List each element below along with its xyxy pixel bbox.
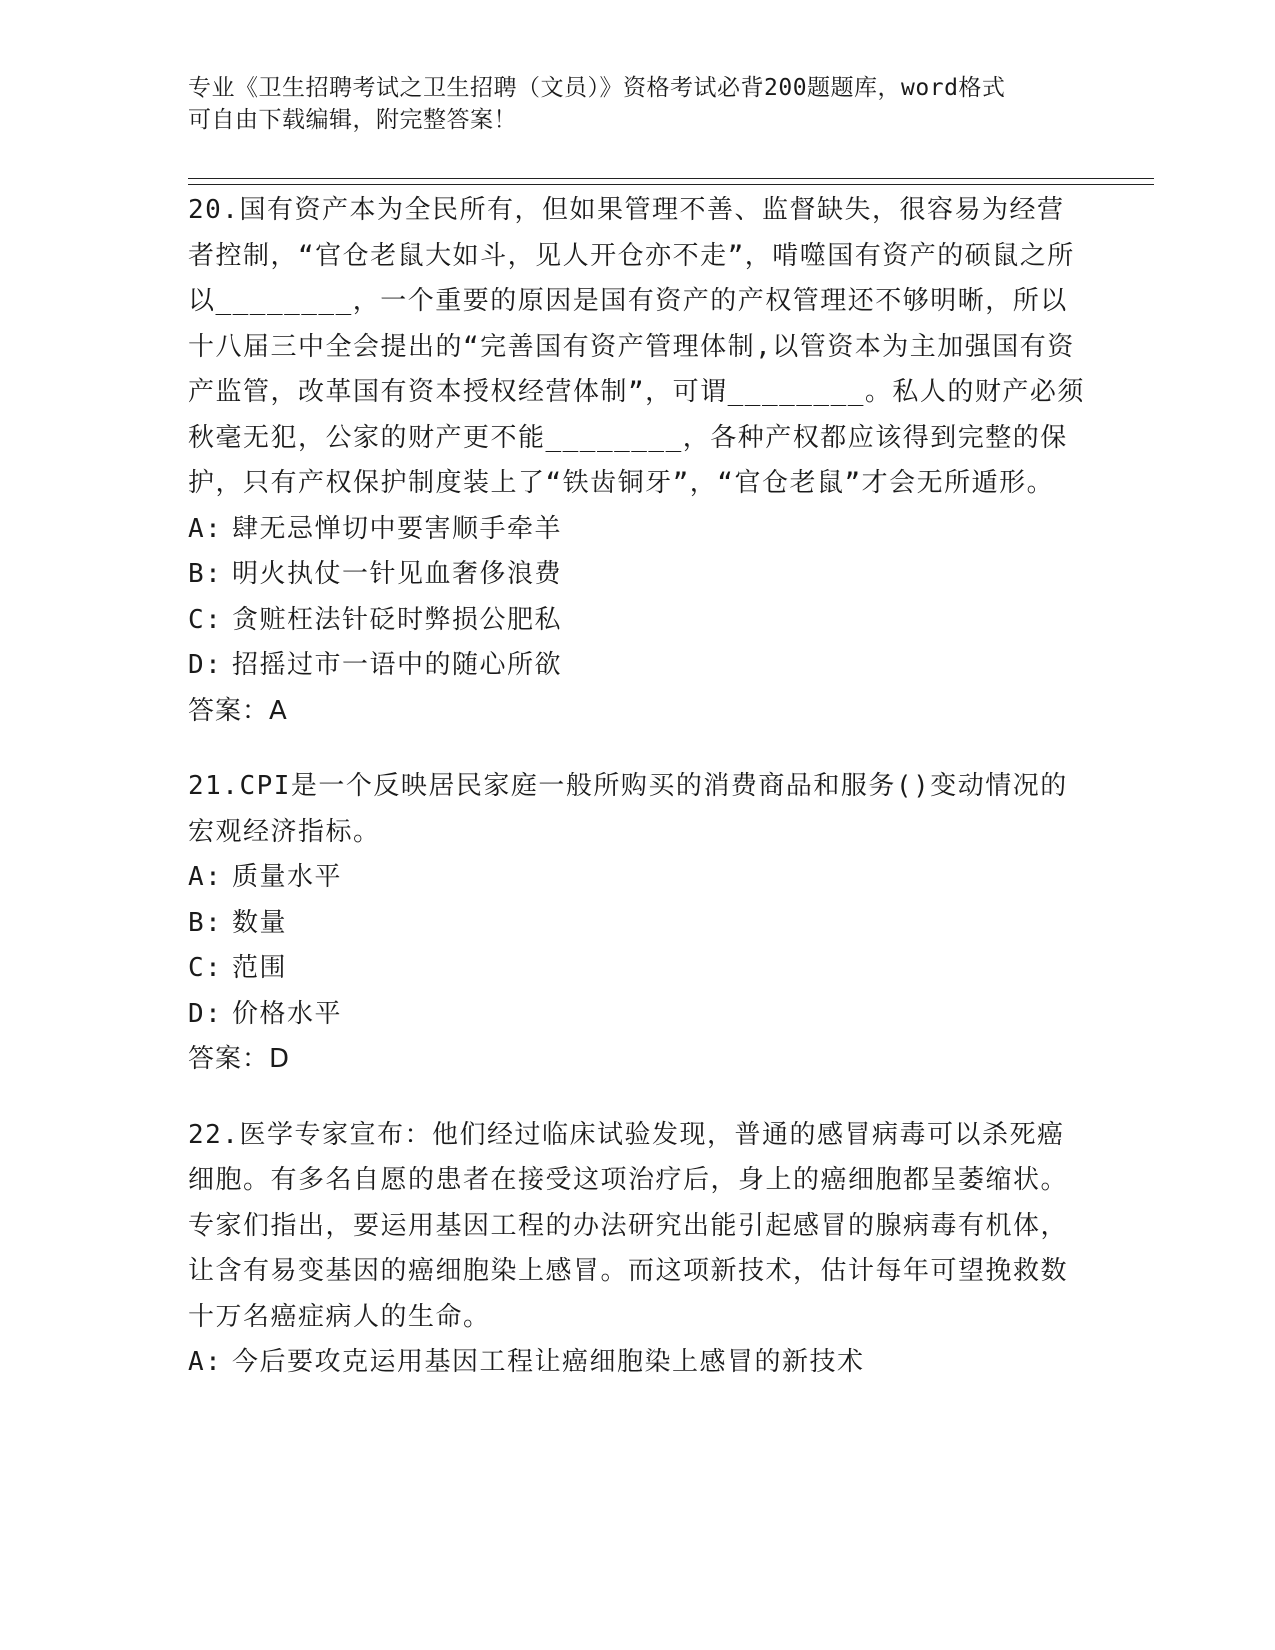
question-text: 21.CPI是一个反映居民家庭一般所购买的消费商品和服务()变动情况的宏观经济指标。 [188, 771, 1068, 847]
answer-text: 答案：A [188, 695, 288, 726]
option-letter: C: [188, 953, 223, 983]
option-letter: B: [188, 559, 223, 589]
option-text: 招摇过市一语中的随心所欲 [232, 650, 563, 680]
header-line-2: 可自由下载编辑，附完整答案！ [188, 107, 517, 133]
page-header [188, 72, 1068, 136]
question-20 [188, 188, 1088, 734]
option-text: 质量水平 [232, 862, 343, 892]
option-letter: A: [188, 513, 223, 544]
option-letter: C: [188, 604, 223, 635]
option-letter: A: [188, 862, 223, 892]
header-divider-bottom [188, 184, 1154, 185]
question-text: 20.国有资产本为全民所有，但如果管理不善、监督缺失，很容易为经营者控制，“官仓老鼠大如斗，见人开仓亦不走”，啃噬国有资产的硕鼠之所以________，一个重要的原因是国有资产的产权管理还不够明晰，所以十八届三中全会提出的“完善国有资产管理体制,以管资本为主加强国有资产监管，改革国有资本授权经营体制”，可谓________。私人的财产必须秋毫无犯，公家的财产更不能________，各种产权都应该得到完整的保护，只有产权保护制度装上了“铁齿铜牙”，“官仓老鼠”才会无所遁形。 [188, 195, 1085, 498]
option-d [188, 643, 1088, 689]
option-letter: D: [188, 650, 223, 680]
option-b [188, 901, 1088, 947]
option-letter: A: [188, 1347, 223, 1377]
option-b [188, 552, 1088, 598]
question-list [188, 188, 1088, 1416]
option-c [188, 946, 1088, 992]
option-letter: B: [188, 907, 223, 938]
option-a [188, 1340, 1088, 1386]
question-text: 22.医学专家宣布：他们经过临床试验发现，普通的感冒病毒可以杀死癌细胞。有多名自愿的患者在接受这项治疗后，身上的癌细胞都呈萎缩状。专家们指出，要运用基因工程的办法研究出能引起感冒的腺病毒有机体，让含有易变基因的癌细胞染上感冒。而这项新技术，估计每年可望挽救数十万名癌症病人的生命。 [188, 1119, 1069, 1332]
option-text: 范围 [232, 953, 288, 983]
option-text: 今后要攻克运用基因工程让癌细胞染上感冒的新技术 [232, 1347, 865, 1377]
question-21 [188, 764, 1088, 1083]
option-text: 明火执仗一针见血奢侈浪费 [232, 559, 563, 589]
question-22 [188, 1113, 1088, 1386]
option-d [188, 992, 1088, 1038]
option-text: 价格水平 [232, 998, 343, 1029]
option-text: 肆无忌惮切中要害顺手牵羊 [232, 513, 563, 544]
header-line-1: 专业《卫生招聘考试之卫生招聘（文员）》资格考试必背200题题库，word格式 [188, 75, 1006, 101]
header-divider-top [188, 178, 1154, 179]
answer-text: 答案：D [188, 1044, 291, 1074]
option-text: 贪赃枉法针砭时弊损公肥私 [232, 604, 563, 635]
option-letter: D: [188, 998, 223, 1029]
option-text: 数量 [232, 907, 288, 938]
option-a [188, 507, 1088, 553]
option-c [188, 598, 1088, 644]
option-a [188, 855, 1088, 901]
